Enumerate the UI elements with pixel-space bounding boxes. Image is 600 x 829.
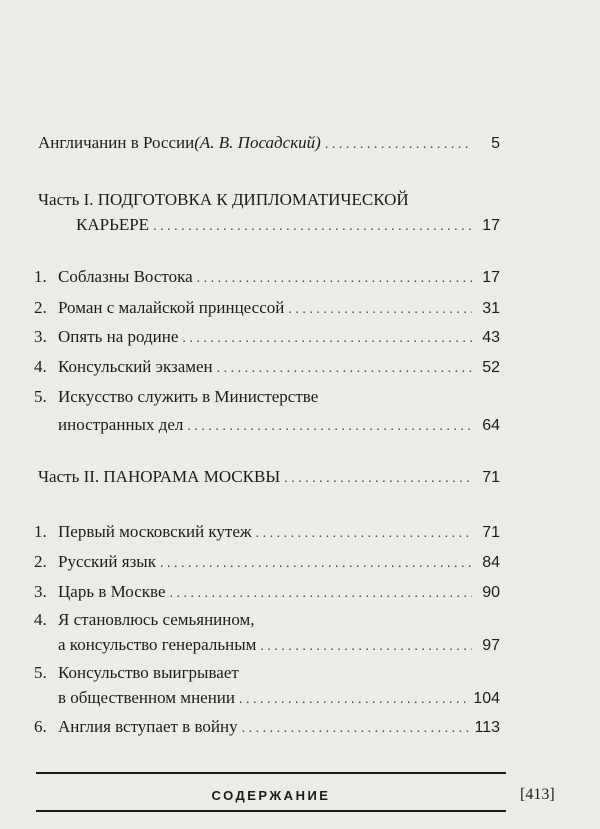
toc-entry-intro[interactable] bbox=[38, 130, 500, 157]
entry-title: Первый московский кутеж bbox=[58, 522, 252, 541]
entry-title: Царь в Москве bbox=[58, 582, 166, 601]
entry-page: 52 bbox=[482, 359, 500, 376]
entry-page: 104 bbox=[473, 690, 500, 707]
entry-title-line1: Я становлюсь семьянином, bbox=[58, 610, 255, 629]
entry-page: 84 bbox=[482, 554, 500, 571]
part-title-line1: Часть I. ПОДГОТОВКА К ДИПЛОМАТИЧЕСКОЙ bbox=[38, 190, 409, 209]
entry-page: 64 bbox=[482, 417, 500, 434]
toc-entry[interactable] bbox=[34, 295, 500, 322]
toc-entry[interactable] bbox=[34, 354, 500, 381]
entry-title: Соблазны Востока bbox=[58, 267, 193, 286]
leader-dots bbox=[170, 581, 473, 606]
entry-page: 113 bbox=[474, 719, 500, 736]
toc-line bbox=[38, 130, 500, 157]
leader-dots bbox=[217, 356, 472, 381]
footer-section-label: СОДЕРЖАНИЕ bbox=[211, 788, 331, 803]
toc-entry[interactable] bbox=[34, 264, 500, 291]
entry-title-line1: Искусство служить в Министерстве bbox=[58, 387, 319, 406]
entry-page: 5 bbox=[491, 135, 500, 152]
entry-title: Англичанин в России bbox=[38, 133, 195, 152]
entry-page: 31 bbox=[482, 300, 500, 317]
entry-title: Роман с малайской принцессой bbox=[58, 298, 285, 317]
leader-dots bbox=[256, 521, 472, 546]
entry-number: 4. bbox=[34, 610, 47, 629]
entry-page: 90 bbox=[482, 584, 500, 601]
leader-dots bbox=[260, 634, 472, 659]
entry-title: Консульский экзамен bbox=[58, 357, 213, 376]
entry-page: 17 bbox=[482, 269, 500, 286]
entry-number: 2. bbox=[34, 552, 47, 571]
entry-title-line2: иностранных дел bbox=[58, 415, 184, 434]
toc-entry[interactable] bbox=[34, 607, 500, 659]
entry-number: 1. bbox=[34, 267, 47, 286]
leader-dots bbox=[284, 466, 472, 491]
leader-dots bbox=[242, 716, 471, 741]
toc-entry[interactable] bbox=[34, 579, 500, 606]
toc-entry[interactable] bbox=[34, 549, 500, 576]
entry-title: Опять на родине bbox=[58, 327, 179, 346]
entry-number: 6. bbox=[34, 717, 47, 736]
leader-dots bbox=[325, 132, 472, 157]
entry-page: 43 bbox=[482, 329, 500, 346]
entry-page: 71 bbox=[482, 469, 500, 486]
entry-title-line1: Консульство выигрывает bbox=[58, 663, 239, 682]
entry-author: (А. В. Посадский) bbox=[194, 133, 321, 152]
toc-entry[interactable] bbox=[34, 519, 500, 546]
entry-number: 5. bbox=[34, 663, 47, 682]
toc-entry[interactable] bbox=[34, 660, 500, 712]
entry-page: 71 bbox=[482, 524, 500, 541]
part-title: Часть II. ПАНОРАМА МОСКВЫ bbox=[38, 467, 281, 486]
toc-line bbox=[38, 187, 500, 212]
toc-line bbox=[38, 464, 500, 491]
entry-title-line2: в общественном мнении bbox=[58, 688, 236, 707]
leader-dots bbox=[153, 214, 472, 239]
leader-dots bbox=[160, 551, 472, 576]
entry-number: 2. bbox=[34, 298, 47, 317]
leader-dots bbox=[197, 266, 472, 291]
footer-rule-top bbox=[36, 772, 506, 774]
entry-number: 4. bbox=[34, 357, 47, 376]
toc-line bbox=[38, 212, 500, 239]
entry-title: Русский язык bbox=[58, 552, 156, 571]
part-title-line2: КАРЬЕРЕ bbox=[76, 215, 150, 234]
entry-number: 1. bbox=[34, 522, 47, 541]
entry-title: Англия вступает в войну bbox=[58, 717, 238, 736]
toc-entry[interactable] bbox=[34, 384, 500, 439]
toc-entry-part1[interactable] bbox=[38, 187, 500, 239]
leader-dots bbox=[239, 687, 469, 712]
footer-rule-bottom bbox=[36, 810, 506, 812]
entry-number: 5. bbox=[34, 387, 47, 406]
toc-entry[interactable] bbox=[34, 324, 500, 351]
leader-dots bbox=[187, 414, 472, 439]
footer-page-number: [413] bbox=[520, 786, 555, 803]
toc-entry-part2[interactable] bbox=[38, 464, 500, 491]
leader-dots bbox=[288, 297, 472, 322]
entry-page: 17 bbox=[482, 217, 500, 234]
entry-number: 3. bbox=[34, 327, 47, 346]
toc-entry[interactable] bbox=[34, 714, 500, 741]
entry-number: 3. bbox=[34, 582, 47, 601]
entry-page: 97 bbox=[482, 637, 500, 654]
leader-dots bbox=[182, 326, 472, 351]
entry-title-line2: а консульство генеральным bbox=[58, 635, 257, 654]
